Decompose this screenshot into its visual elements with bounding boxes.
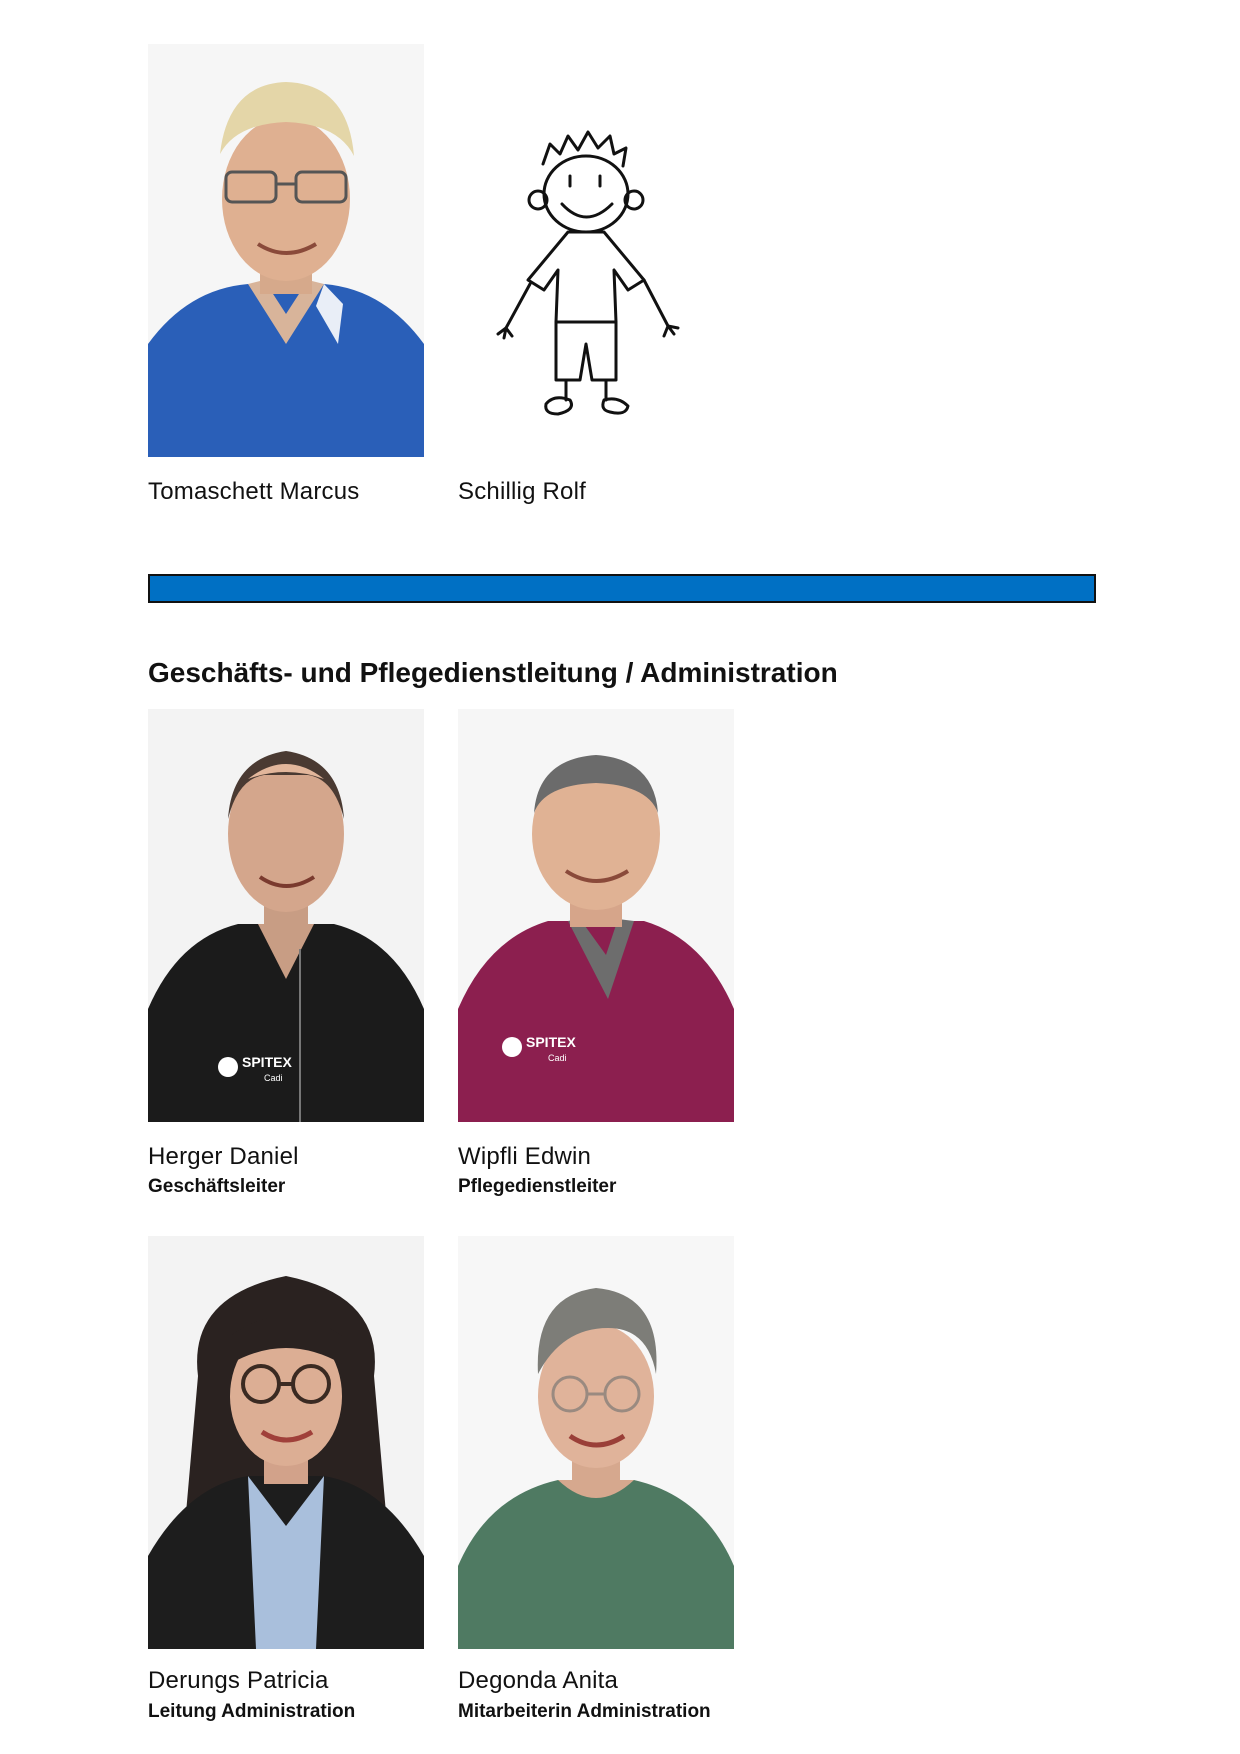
portrait-photo <box>148 709 424 1122</box>
person-name: Schillig Rolf <box>458 478 586 505</box>
portrait-photo <box>148 1236 424 1649</box>
placeholder-drawing <box>458 44 734 457</box>
person-name: Degonda Anita <box>458 1667 619 1694</box>
logo-text: SPITEX <box>242 1054 292 1070</box>
person-name: Wipfli Edwin <box>458 1143 592 1170</box>
portrait-photo <box>458 1236 734 1649</box>
person-name: Derungs Patricia <box>148 1667 329 1694</box>
person-role: Pflegedienstleiter <box>458 1176 617 1197</box>
logo-text: SPITEX <box>526 1034 576 1050</box>
portrait-photo <box>148 44 424 457</box>
portrait-photo <box>458 709 734 1122</box>
person-name: Tomaschett Marcus <box>148 478 360 505</box>
person-name: Herger Daniel <box>148 1143 299 1170</box>
person-role: Mitarbeiterin Administration <box>458 1701 711 1722</box>
logo-subtext: Cadi <box>264 1073 283 1083</box>
logo-subtext: Cadi <box>548 1053 567 1063</box>
section-divider-bar <box>148 574 1096 603</box>
person-role: Leitung Administration <box>148 1701 356 1722</box>
section-heading: Geschäfts- und Pflegedienstleitung / Administration <box>148 657 838 688</box>
person-role: Geschäftsleiter <box>148 1176 286 1197</box>
